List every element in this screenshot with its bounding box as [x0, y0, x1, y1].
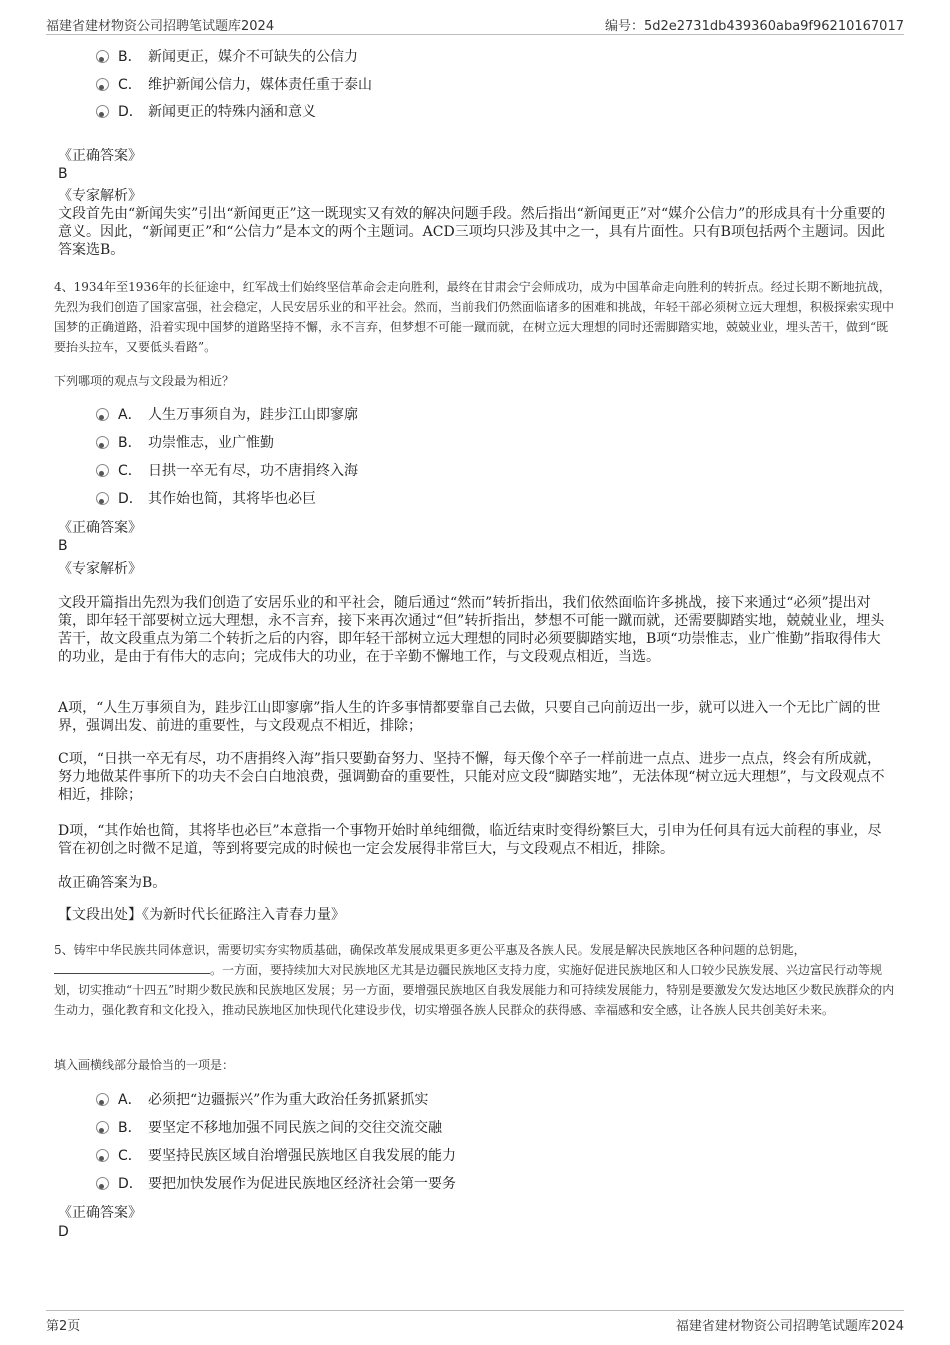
q4-analysis-label: 《专家解析》 — [58, 561, 142, 577]
radio-icon[interactable] — [96, 50, 109, 63]
q4-stem: 4、1934年至1936年的长征途中，红军战士们始终坚信革命会走向胜利，最终在甘肃会宁会师成功，成为中国革命走向胜利的转折点。经过长期不断地抗战，先烈为我们创造了国家富强，社会稳定，人民安居乐业的和平社会。然而，当前我们仍然面临诸多的困难和挑战，年轻干部必须树立远大理想，积极探索实现中国梦的正确道路，沿着实现中国梦的道路坚持不懈，永不言弃，但梦想不可能一蹴而就，在树立远大理想的同时还需脚踏实地，兢兢业业，埋头苦干，做到“既要抬头拉车，又要低头看路”。 — [54, 280, 895, 354]
q3-option-d[interactable]: D． 新闻更正的特殊内涵和意义 — [96, 103, 316, 121]
radio-icon[interactable] — [96, 1149, 109, 1162]
radio-icon[interactable] — [96, 492, 109, 505]
q4-analysis-p4: D项，“其作始也简，其将毕也必巨”本意指一个事物开始时单纯细微，临近结束时变得纷繁巨大，引申为任何具有远大前程的事业，尽管在初创之时微不足道，等到将要完成的时候也一定会发展得非常巨大，与文段观点不相近，排除。 — [58, 823, 882, 857]
radio-icon[interactable] — [96, 436, 109, 449]
q4-option-d[interactable]: D． 其作始也简，其将毕也必巨 — [96, 490, 316, 508]
q5-option-b[interactable]: B． 要坚定不移地加强不同民族之间的交往交流交融 — [96, 1119, 442, 1137]
q5-option-c[interactable]: C． 要坚持民族区域自治增强民族地区自我发展的能力 — [96, 1147, 456, 1165]
q3-answer: B — [58, 166, 68, 182]
q3-option-b[interactable]: B． 新闻更正，媒介不可缺失的公信力 — [96, 48, 358, 66]
radio-icon[interactable] — [96, 105, 109, 118]
q4-analysis-p2: A项，“人生万事须自为，跬步江山即寥廓”指人生的许多事情都要靠自己去做，只要自己向前迈出一步，就可以进入一个无比广阔的世界，强调出发、前进的重要性，与文段观点不相近，排除； — [58, 700, 881, 734]
q3-analysis: 文段首先由“新闻失实”引出“新闻更正”这一既现实又有效的解决问题手段。然后指出“新闻更正”对“媒介公信力”的形成具有十分重要的意义。因此，“新闻更正”和“公信力”是本文的两个主题词。ACD三项均只涉及其中之一，具有片面性。只有B项包括两个主题词。因此答案选B。 — [58, 206, 886, 258]
q4-conclusion: 故正确答案为B。 — [58, 875, 167, 891]
q4-option-c[interactable]: C． 日拱一卒无有尽，功不唐捐终入海 — [96, 462, 358, 480]
q5-answer-label: 《正确答案》 — [58, 1205, 142, 1221]
q4-answer: B — [58, 538, 68, 554]
q4-analysis-p3: C项，“日拱一卒无有尽，功不唐捐终入海”指只要勤奋努力、坚持不懈，每天像个卒子一样前进一点点、进步一点点，终会有所成就，努力地做某件事所下的功夫不会白白地浪费，强调勤奋的重要性，只能对应文段“脚踏实地”，无法体现“树立远大理想”，与文段观点不相近，排除； — [58, 751, 885, 803]
header-doc-id: 编号：5d2e2731db439360aba9f96210167017 — [604, 19, 904, 34]
q3-option-c[interactable]: C． 维护新闻公信力，媒体责任重于泰山 — [96, 76, 372, 94]
q3-answer-label: 《正确答案》 — [58, 148, 142, 164]
q4-option-a[interactable]: A． 人生万事须自为，跬步江山即寥廓 — [96, 406, 358, 424]
radio-icon[interactable] — [96, 408, 109, 421]
header-title: 福建省建材物资公司招聘笔试题库2024 — [46, 19, 275, 34]
q3-analysis-label: 《专家解析》 — [58, 188, 142, 204]
q4-question: 下列哪项的观点与文段最为相近？ — [54, 374, 235, 388]
footer-title: 福建省建材物资公司招聘笔试题库2024 — [675, 1319, 904, 1334]
q5-answer: D — [58, 1224, 69, 1240]
footer-page-number: 第2页 — [46, 1319, 81, 1334]
q5-question: 填入画横线部分最恰当的一项是： — [54, 1058, 235, 1072]
q5-stem: 5、铸牢中华民族共同体意识，需要切实夯实物质基础，确保改革发展成果更多更公平惠及各族人民。发展是解决民族地区各种问题的总钥匙，。一方面，要持续加大对民族地区尤其是边疆民族地区支持力度，实施好促进民族地区和人口较少民族发展、兴边富民行动等规划，切实推动“十四五”时期少数民族和民族地区发展；另一方面，要增强民族地区自我发展能力和可持续发展能力，特别是要激发欠发达地区少数民族群众的内生动力，强化教育和文化投入，推动民族地区加快现代化建设步伐，切实增强各族人民群众的获得感、幸福感和安全感，让各族人民共创美好未来。 — [54, 943, 895, 1017]
q4-answer-label: 《正确答案》 — [58, 520, 142, 536]
radio-icon[interactable] — [96, 1121, 109, 1134]
fill-blank — [54, 961, 210, 974]
q4-analysis-p1: 文段开篇指出先烈为我们创造了安居乐业的和平社会，随后通过“然而”转折指出，我们依然面临许多挑战，接下来通过“必须”提出对策，即年轻干部要树立远大理想，永不言弃，接下来再次通过“但”转折指出，梦想不可能一蹴而就，还需要脚踏实地，兢兢业业，埋头苦干，故文段重点为第二个转折之后的内容，即年轻干部树立远大理想的同时必须要脚踏实地，B项“功崇惟志，业广惟勤”指取得伟大的功业，是由于有伟大的志向；完成伟大的功业，在于辛勤不懈地工作，与文段观点相近，当选。 — [58, 595, 885, 665]
page-header — [46, 14, 904, 35]
q5-option-d[interactable]: D． 要把加快发展作为促进民族地区经济社会第一要务 — [96, 1175, 456, 1193]
q4-source: 【文段出处】《为新时代长征路注入青春力量》 — [58, 907, 345, 923]
radio-icon[interactable] — [96, 464, 109, 477]
page-footer — [46, 1310, 904, 1333]
radio-icon[interactable] — [96, 1177, 109, 1190]
radio-icon[interactable] — [96, 1093, 109, 1106]
q4-option-b[interactable]: B． 功崇惟志，业广惟勤 — [96, 434, 274, 452]
q5-option-a[interactable]: A． 必须把“边疆振兴”作为重大政治任务抓紧抓实 — [96, 1091, 428, 1109]
radio-icon[interactable] — [96, 78, 109, 91]
